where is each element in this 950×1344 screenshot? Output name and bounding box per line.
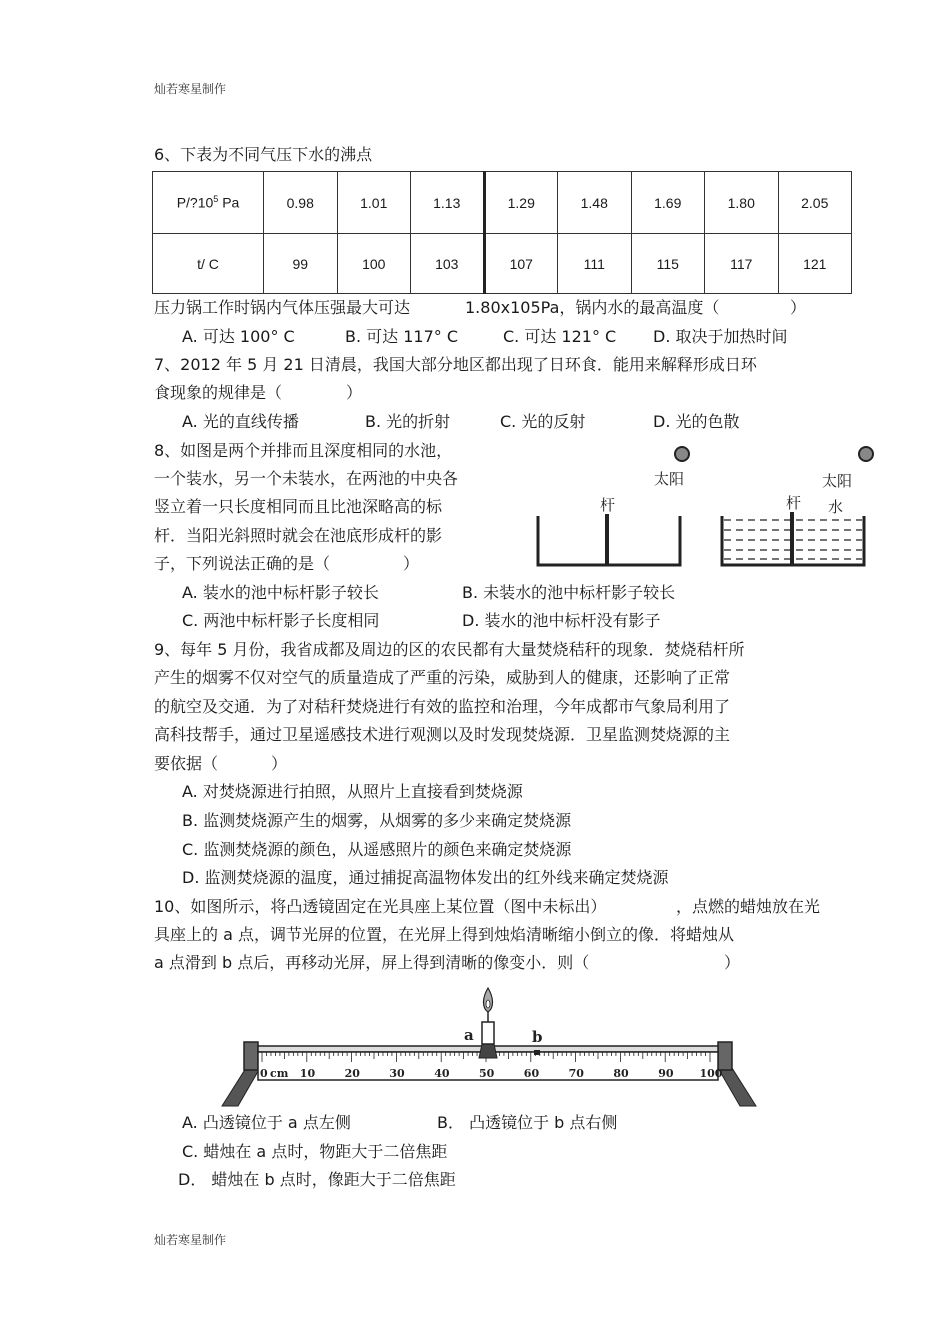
boiling-point-table — [152, 171, 852, 294]
q9-line-4: 高科技帮手，通过卫星遥感技术进行观测以及时发现焚烧源．卫星监测焚烧源的主 — [154, 725, 731, 744]
table-cell: 1.48 — [558, 172, 632, 234]
q9-line-2: 产生的烟雾不仅对空气的质量造成了严重的污染，威胁到人的健康，还影响了正常 — [154, 668, 731, 687]
q10-option-c: C. 蜡烛在 a 点时，物距大于二倍焦距 — [182, 1142, 448, 1161]
scale-tick-label: 90 — [658, 1067, 674, 1080]
right-stand — [718, 1068, 756, 1106]
table-cell: 1.29 — [484, 172, 558, 234]
q10-paren: ） — [724, 953, 741, 972]
q10-option-b: B． 凸透镜位于 b 点右侧 — [437, 1113, 618, 1132]
candle-icon — [482, 1022, 494, 1044]
table-cell: 117 — [705, 234, 779, 294]
q7-option-a: A. 光的直线传播 — [182, 412, 299, 431]
q7-line-2: 食现象的规律是（ — [154, 383, 283, 402]
q9-option-a: A. 对焚烧源进行拍照，从照片上直接看到焚烧源 — [182, 782, 523, 801]
q6-stem-value: 1.80x105Pa，锅内水的最高温度（ — [465, 298, 720, 317]
point-b-marker — [534, 1050, 540, 1055]
q10-line-1a: 10、如图所示，将凸透镜固定在光具座上某位置（图中未标出） — [154, 897, 607, 916]
table-cell: 2.05 — [778, 172, 852, 234]
scale-tick-label: 70 — [568, 1067, 584, 1080]
pole-label: 杆 — [600, 496, 616, 514]
q6-option-c: C. 可达 121° C — [503, 327, 617, 346]
q8-line-5: 子，下列说法正确的是（ — [154, 554, 331, 573]
table-cell: 1.69 — [631, 172, 705, 234]
page-footer: 灿若寒星制作 — [154, 1233, 227, 1247]
scale-tick-label: 10 — [299, 1067, 316, 1080]
table-header-pressure — [153, 172, 264, 234]
scale-tick-label: 50 — [479, 1067, 495, 1080]
scale-tick-label: 60 — [523, 1067, 540, 1080]
q9-option-b: B. 监测焚烧源产生的烟雾，从烟雾的多少来确定焚烧源 — [182, 811, 572, 830]
q9-line-3: 的航空及交通．为了对秸秆焚烧进行有效的监控和治理，今年成都市气象局利用了 — [154, 697, 731, 716]
scale-tick-label: 30 — [389, 1067, 405, 1080]
unit-label: cm — [270, 1067, 289, 1080]
q6-option-d: D. 取决于加热时间 — [653, 327, 788, 346]
table-cell: 107 — [484, 234, 558, 294]
q7-option-d: D. 光的色散 — [653, 412, 740, 431]
table-cell: 1.80 — [705, 172, 779, 234]
left-end-block — [244, 1042, 258, 1070]
table-cell: 1.13 — [411, 172, 485, 234]
table-cell: 103 — [411, 234, 485, 294]
sun-icon — [675, 447, 689, 461]
q8-line-2: 一个装水，另一个未装水，在两池的中央各 — [154, 469, 459, 488]
q8-line-1: 8、如图是两个并排而且深度相同的水池， — [154, 441, 453, 460]
q6-option-a: A. 可达 100° C — [182, 327, 295, 346]
q8-option-b: B. 未装水的池中标杆影子较长 — [462, 583, 676, 602]
q6-stem-paren: ） — [790, 298, 807, 317]
point-b-label: b — [532, 1028, 543, 1046]
table-cell: 115 — [631, 234, 705, 294]
scale-tick-label: 20 — [344, 1067, 360, 1080]
q8-option-a: A. 装水的池中标杆影子较长 — [182, 583, 379, 602]
left-stand — [222, 1068, 260, 1106]
q10-line-3: a 点滑到 b 点后，再移动光屏，屏上得到清晰的像变小．则（ — [154, 953, 590, 972]
q9-option-d: D. 监测焚烧源的温度，通过捕捉高温物体发出的红外线来确定焚烧源 — [182, 868, 669, 887]
table-cell: 100 — [337, 234, 411, 294]
pressure-exponent: 5 — [213, 194, 219, 205]
q10-option-a: A. 凸透镜位于 a 点左侧 — [182, 1113, 351, 1132]
scale-tick-label: 0 — [260, 1067, 268, 1080]
q9-line-5: 要依据（ — [154, 754, 219, 773]
q8-option-c: C. 两池中标杆影子长度相同 — [182, 611, 380, 630]
sun-label: 太阳 — [654, 470, 685, 488]
q7-option-c: C. 光的反射 — [500, 412, 586, 431]
scale-tick-label: 100 — [699, 1067, 723, 1080]
q9-line-1: 9、每年 5 月份，我省成都及周边的区的农民都有大量焚烧秸秆的现象．焚烧秸杆所 — [154, 640, 745, 659]
q6-option-b: B. 可达 117° C — [345, 327, 459, 346]
right-end-block — [718, 1042, 732, 1070]
point-a-label: a — [464, 1026, 474, 1044]
q10-line-1b: ，点燃的蜡烛放在光 — [676, 897, 821, 916]
table-cell: 121 — [778, 234, 852, 294]
q6-title: 6、下表为不同气压下水的沸点 — [154, 145, 373, 164]
table-header-temperature: t/ C — [153, 234, 264, 294]
q9-option-c: C. 监测焚烧源的颜色，从遥感照片的颜色来确定焚烧源 — [182, 840, 572, 859]
q7-paren: ） — [346, 383, 363, 402]
q10-line-2: 具座上的 a 点，调节光屏的位置，在光屏上得到烛焰清晰缩小倒立的像．将蜡烛从 — [154, 925, 734, 944]
pressure-label: P/?10 — [176, 194, 214, 211]
q6-stem-text: 压力锅工作时锅内气体压强最大可达 — [154, 298, 411, 317]
sun-icon-right — [859, 447, 873, 461]
table-row-temperature — [153, 234, 852, 294]
scale-tick-label: 40 — [434, 1067, 450, 1080]
q7-option-b: B. 光的折射 — [365, 412, 451, 431]
water-label: 水 — [828, 498, 844, 516]
candle-holder — [479, 1044, 497, 1058]
q8-paren: ） — [403, 554, 420, 573]
q7-line-1: 7、2012 年 5 月 21 日清晨，我国大部分地区都出现了日环食．能用来解释形成日环 — [154, 355, 757, 374]
sun-label-right: 太阳 — [822, 472, 853, 490]
optical-bench-figure — [220, 980, 770, 1110]
pools-figure — [530, 440, 880, 580]
table-cell: 1.01 — [337, 172, 411, 234]
scale-tick-label: 80 — [613, 1067, 629, 1080]
pole-label-right: 杆 — [786, 494, 802, 512]
q8-line-3: 竖立着一只长度相同而且比池深略高的标 — [154, 497, 443, 516]
table-row-pressure — [153, 172, 852, 234]
pressure-unit: Pa — [222, 194, 240, 211]
table-cell: 0.98 — [264, 172, 338, 234]
table-cell: 99 — [264, 234, 338, 294]
q9-paren: ） — [271, 754, 288, 773]
q8-option-d: D. 装水的池中标杆没有影子 — [462, 611, 661, 630]
q10-option-d: D． 蜡烛在 b 点时，像距大于二倍焦距 — [178, 1170, 456, 1189]
q8-line-4: 杆．当阳光斜照时就会在池底形成杆的影 — [154, 526, 443, 545]
page-header: 灿若寒星制作 — [154, 82, 227, 96]
table-cell: 111 — [558, 234, 632, 294]
